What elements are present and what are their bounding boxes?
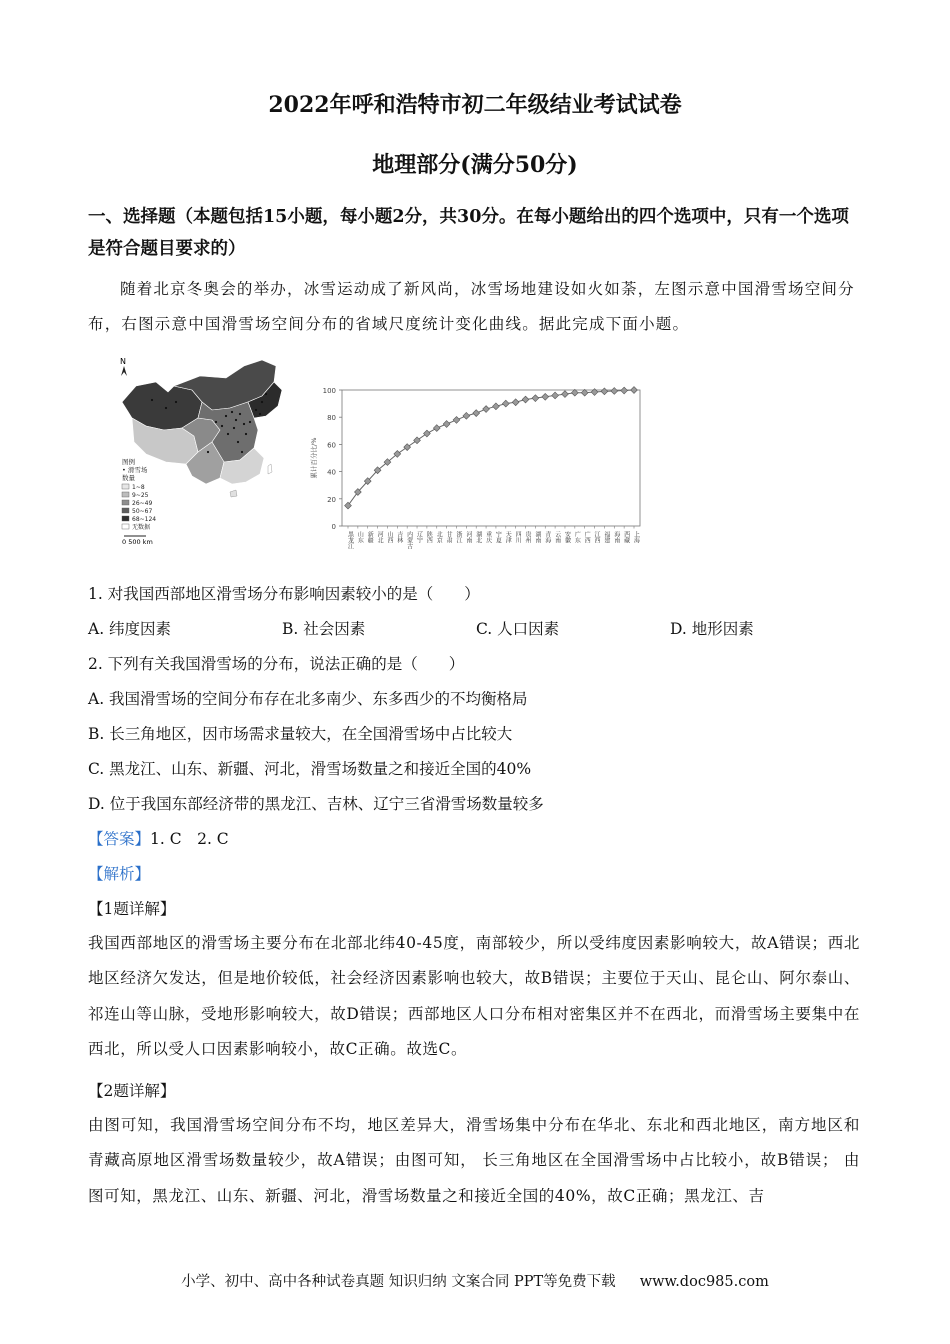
data-point bbox=[493, 403, 500, 410]
data-point bbox=[463, 412, 470, 419]
data-point bbox=[621, 387, 628, 394]
data-point bbox=[414, 437, 421, 444]
legend-swatch-4 bbox=[122, 516, 129, 521]
data-point bbox=[552, 392, 559, 399]
x-tick-label: 重庆 bbox=[484, 531, 492, 543]
legend-swatch-1 bbox=[122, 492, 129, 497]
x-tick-label: 河南 bbox=[464, 531, 472, 543]
x-tick-label: 新疆 bbox=[366, 531, 374, 543]
x-tick-label: 甘肃 bbox=[445, 531, 453, 543]
data-point bbox=[473, 410, 480, 417]
x-tick-label: 云南 bbox=[553, 531, 561, 543]
analysis-tag: 【解析】 bbox=[88, 865, 151, 883]
x-tick-label: 湖南 bbox=[533, 531, 541, 543]
x-tick-label: 贵州 bbox=[524, 531, 532, 543]
legend-label-5: 无数据 bbox=[132, 524, 151, 531]
x-tick-label: 青海 bbox=[543, 531, 551, 543]
data-point bbox=[443, 421, 450, 428]
legend-swatch-3 bbox=[122, 508, 129, 513]
data-point bbox=[601, 388, 608, 395]
y-axis-label: 累计百分比/% bbox=[310, 437, 318, 479]
legend-swatch-2 bbox=[122, 500, 129, 505]
legend-label-1: 9~25 bbox=[132, 492, 149, 499]
q1-option-d: D. 地形因素 bbox=[670, 620, 754, 638]
x-tick-label: 北京 bbox=[435, 531, 443, 543]
china-ski-resort-map bbox=[116, 356, 286, 551]
data-point bbox=[631, 387, 638, 394]
region-taiwan bbox=[268, 464, 272, 474]
chart-svg bbox=[302, 380, 654, 556]
q2-option-a: A. 我国滑雪场的空间分布存在北多南少、东多西少的不均衡格局 bbox=[88, 690, 528, 708]
x-tick-label: 安徽 bbox=[563, 531, 571, 543]
x-tick-label: 浙江 bbox=[454, 531, 462, 543]
data-point bbox=[453, 417, 460, 424]
detail-1-text: 我国西部地区的滑雪场主要分布在北部北纬40-45度，南部较少，所以受纬度因素影响较大，故A错误；西北地区经济欠发达，但是地价较低，社会经济因素影响也较大，故B错误；主要位于天山、昆仑山、阿尔泰山、祁连山等山脉，受地形影响较大，故D错误；西部地区人口分布相对密集区并不在西北，而滑雪场主要集中在西北，所以受人口因素影响较小，故C正确。故选C。 bbox=[88, 934, 860, 1058]
data-point bbox=[512, 399, 519, 406]
y-tick-label: 20 bbox=[327, 495, 336, 504]
intro-paragraph: 随着北京冬奥会的举办，冰雪运动成了新风尚，冰雪场地建设如火如荼，左图示意中国滑雪场空间分布，右图示意中国滑雪场空间分布的省域尺度统计变化曲线。据此完成下面小题。 bbox=[88, 280, 855, 333]
x-tick-label: 山西 bbox=[385, 531, 393, 543]
legend-label-2: 26~49 bbox=[132, 500, 153, 507]
q2-option-b: B. 长三角地区，因市场需求量较大，在全国滑雪场中占比较大 bbox=[88, 725, 513, 743]
y-tick-label: 40 bbox=[327, 468, 336, 477]
data-point bbox=[522, 396, 529, 403]
x-tick-label: 海南 bbox=[612, 531, 620, 543]
map-image bbox=[116, 356, 286, 551]
detail-2-tag: 【2题详解】 bbox=[88, 1082, 176, 1100]
y-tick-label: 80 bbox=[327, 414, 336, 423]
x-tick-label: 广西 bbox=[583, 531, 591, 543]
legend-label-0: 1~8 bbox=[132, 484, 145, 491]
x-tick-label: 辽宁 bbox=[415, 531, 423, 543]
series-line bbox=[348, 390, 634, 506]
legend-point: • 滑雪场 bbox=[122, 466, 148, 474]
question-1-stem: 1. 对我国西部地区滑雪场分布影响因素较小的是（ ） bbox=[88, 585, 480, 603]
x-tick-label: 河北 bbox=[376, 531, 384, 543]
x-tick-label: 江西 bbox=[593, 531, 601, 543]
data-point bbox=[433, 425, 440, 432]
data-point bbox=[532, 395, 539, 402]
x-tick-label: 黑龙江 bbox=[346, 531, 354, 549]
legend-title: 图例 bbox=[122, 458, 135, 466]
plot-frame bbox=[342, 390, 640, 526]
x-tick-label: 四川 bbox=[514, 531, 522, 543]
x-tick-label: 西藏 bbox=[622, 531, 630, 543]
cumulative-chart bbox=[302, 380, 654, 556]
x-tick-label: 湖北 bbox=[474, 531, 482, 543]
data-point bbox=[502, 400, 509, 407]
x-tick-label: 吉林 bbox=[395, 531, 403, 543]
data-point bbox=[611, 388, 618, 395]
footer-url: www.doc985.com bbox=[639, 1274, 769, 1290]
data-point bbox=[483, 406, 490, 413]
legend-label-4: 68~124 bbox=[132, 516, 157, 523]
answer-line bbox=[88, 827, 229, 851]
x-tick-label: 内蒙古 bbox=[405, 531, 413, 549]
x-tick-label: 福建 bbox=[602, 531, 610, 543]
legend-count: 数量 bbox=[122, 474, 135, 482]
q1-option-c: C. 人口因素 bbox=[476, 620, 560, 638]
q2-option-c: C. 黑龙江、山东、新疆、河北，滑雪场数量之和接近全国的40% bbox=[88, 760, 532, 778]
data-point bbox=[404, 444, 411, 451]
legend-swatch-0 bbox=[122, 484, 129, 489]
x-tick-label: 上海 bbox=[632, 531, 640, 543]
detail-1-tag: 【1题详解】 bbox=[88, 900, 176, 918]
answer-tag: 【答案】 bbox=[88, 830, 151, 848]
data-point bbox=[345, 502, 352, 509]
answer-text: 1. C 2. C bbox=[150, 830, 229, 848]
north-label: N bbox=[120, 357, 126, 366]
x-tick-label: 宁夏 bbox=[494, 531, 502, 543]
x-tick-label: 山东 bbox=[356, 531, 364, 543]
scale-label: 0 500 km bbox=[122, 538, 153, 546]
x-tick-label: 广东 bbox=[573, 531, 581, 543]
x-tick-label: 陕西 bbox=[425, 531, 433, 543]
y-tick-label: 60 bbox=[327, 441, 336, 450]
q1-option-a: A. 纬度因素 bbox=[88, 620, 172, 638]
data-point bbox=[542, 393, 549, 400]
question-2-stem: 2. 下列有关我国滑雪场的分布，说法正确的是（ ） bbox=[88, 655, 465, 673]
region-hainan bbox=[230, 490, 237, 497]
footer-text: 小学、初中、高中各种试卷真题 知识归纳 文案合同 PPT等免费下载 bbox=[181, 1274, 616, 1290]
data-point bbox=[423, 430, 430, 437]
map-legend bbox=[122, 484, 156, 531]
q1-option-b: B. 社会因素 bbox=[282, 620, 366, 638]
exam-title: 2022年呼和浩特市初二年级结业考试试卷 bbox=[268, 92, 682, 118]
legend-label-3: 50~67 bbox=[132, 508, 153, 515]
y-tick-label: 0 bbox=[331, 523, 336, 531]
detail-2-text: 由图可知，我国滑雪场空间分布不均，地区差异大，滑雪场集中分布在华北、东北和西北地区，南方地区和青藏高原地区滑雪场数量较少，故A错误；由图可知， 长三角地区在全国滑雪场中占比较小，故B错误； 由图可知，黑龙江、山东、新疆、河北，滑雪场数量之和接近全国的40%，故C正确；黑龙江、吉 bbox=[88, 1116, 860, 1205]
x-tick-label: 天津 bbox=[504, 531, 512, 543]
data-point bbox=[562, 391, 569, 398]
y-tick-label: 100 bbox=[322, 387, 336, 395]
q2-option-d: D. 位于我国东部经济带的黑龙江、吉林、辽宁三省滑雪场数量较多 bbox=[88, 795, 544, 813]
exam-subtitle: 地理部分(满分50分) bbox=[372, 152, 578, 178]
north-arrow-icon bbox=[121, 366, 127, 376]
legend-swatch-5 bbox=[122, 524, 129, 529]
section-heading: 一、选择题（本题包括15小题，每小题2分，共30分。在每小题给出的四个选项中，只有一个选项是符合题目要求的） bbox=[88, 207, 849, 259]
page-footer bbox=[0, 1270, 950, 1291]
